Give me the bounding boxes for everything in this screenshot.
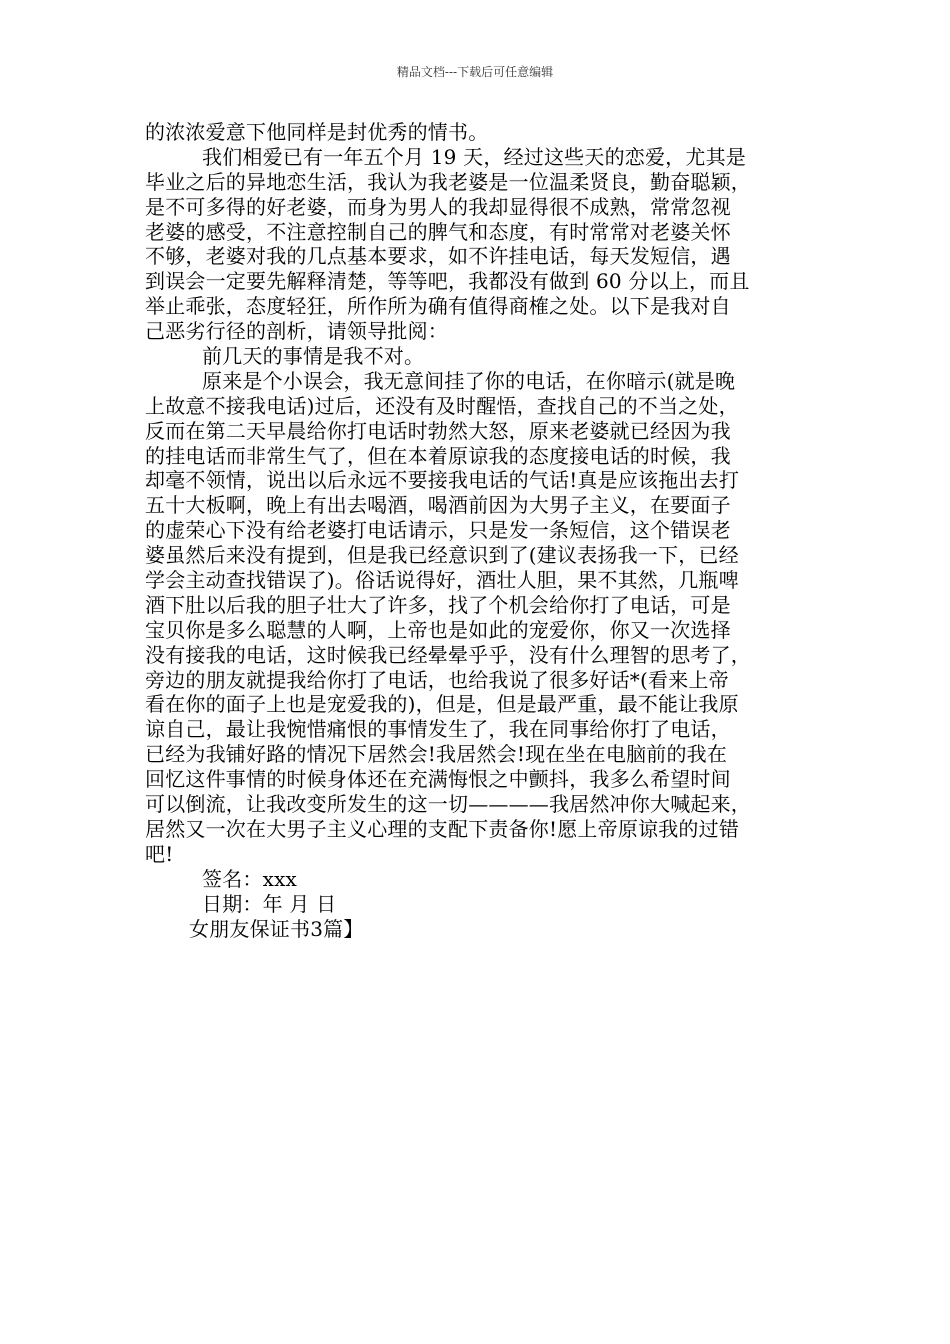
text-line: 上故意不接我电话)过后，还没有及时醒悟，查找自己的不当之处， xyxy=(145,393,739,418)
text-line: 的虚荣心下没有给老婆打电话请示，只是发一条短信，这个错误老 xyxy=(145,518,731,543)
text-line: 老婆的感受，不注意控制自己的脾气和态度，有时常常对老婆关怀 xyxy=(145,219,731,244)
text-line: 不够，老婆对我的几点基本要求，如不许挂电话，每天发短信，遇 xyxy=(145,244,731,269)
text-line: 举止乖张，态度轻狂，所作所为确有值得商榷之处。以下是我对自 xyxy=(145,294,731,319)
text-line: 已经为我铺好路的情况下居然会!我居然会!现在坐在电脑前的我在 xyxy=(145,742,728,767)
text-line: 却毫不领情，说出以后永远不要接我电话的气话!真是应该拖出去打 xyxy=(145,468,740,493)
text-line: 看在你的面子上也是宠爱我的)，但是，但是最严重，最不能让我原 xyxy=(145,692,739,717)
text-line: 没有接我的电话，这时候我已经晕晕乎乎，没有什么理智的思考了， xyxy=(145,642,751,667)
text-line: 学会主动查找错误了)。俗话说得好，酒壮人胆，果不其然，几瓶啤 xyxy=(145,568,739,593)
text-line: 我们相爱已有一年五个月 19 天，经过这些天的恋爱，尤其是 xyxy=(202,144,746,169)
text-line: 原来是个小误会，我无意间挂了你的电话，在你暗示(就是晚 xyxy=(202,368,736,393)
text-line: 宝贝你是多么聪慧的人啊，上帝也是如此的宠爱你，你又一次选择 xyxy=(145,617,731,642)
text-line: 毕业之后的异地恋生活，我认为我老婆是一位温柔贤良，勤奋聪颖， xyxy=(145,169,751,194)
document-body xyxy=(145,120,815,941)
text-line: 居然又一次在大男子主义心理的支配下责备你!愿上帝原谅我的过错 xyxy=(145,816,740,841)
text-line: 酒下肚以后我的胆子壮大了许多，找了个机会给你打了电话，可是 xyxy=(145,592,731,617)
text-line: 回忆这件事情的时候身体还在充满悔恨之中颤抖，我多么希望时间 xyxy=(145,767,731,792)
text-line: 旁边的朋友就提我给你打了电话，也给我说了很多好话*(看来上帝 xyxy=(145,667,729,692)
text-line: 五十大板啊，晚上有出去喝酒，喝酒前因为大男子主义，在要面子 xyxy=(145,493,731,518)
text-line: 反而在第二天早晨给你打电话时勃然大怒，原来老婆就已经因为我 xyxy=(145,418,731,443)
text-line: 谅自己，最让我惋惜痛恨的事情发生了，我在同事给你打了电话， xyxy=(145,717,731,742)
text-line: 的挂电话而非常生气了，但在本着原谅我的态度接电话的时候，我 xyxy=(145,443,731,468)
text-line: 吧! xyxy=(145,841,174,866)
signature-line: 签名：xxx xyxy=(202,866,298,891)
text-line: 可以倒流，让我改变所发生的这一切————我居然冲你大喊起来， xyxy=(145,792,751,817)
text-line: 己恶劣行径的剖析，请领导批阅： xyxy=(145,319,448,344)
page-header: 精品文档---下载后可任意编辑 xyxy=(396,65,554,79)
text-line: 的浓浓爱意下他同样是封优秀的情书。 xyxy=(145,120,489,144)
text-line: 婆虽然后来没有提到，但是我已经意识到了(建议表扬我一下，已经 xyxy=(145,543,739,568)
text-line: 女朋友保证书3篇】 xyxy=(189,916,364,941)
date-line: 日期：年 月 日 xyxy=(202,891,337,916)
text-line: 到误会一定要先解释清楚，等等吧，我都没有做到 60 分以上，而且 xyxy=(145,269,750,294)
text-line: 前几天的事情是我不对。 xyxy=(202,344,425,369)
text-line: 是不可多得的好老婆，而身为男人的我却显得很不成熟，常常忽视 xyxy=(145,194,731,219)
